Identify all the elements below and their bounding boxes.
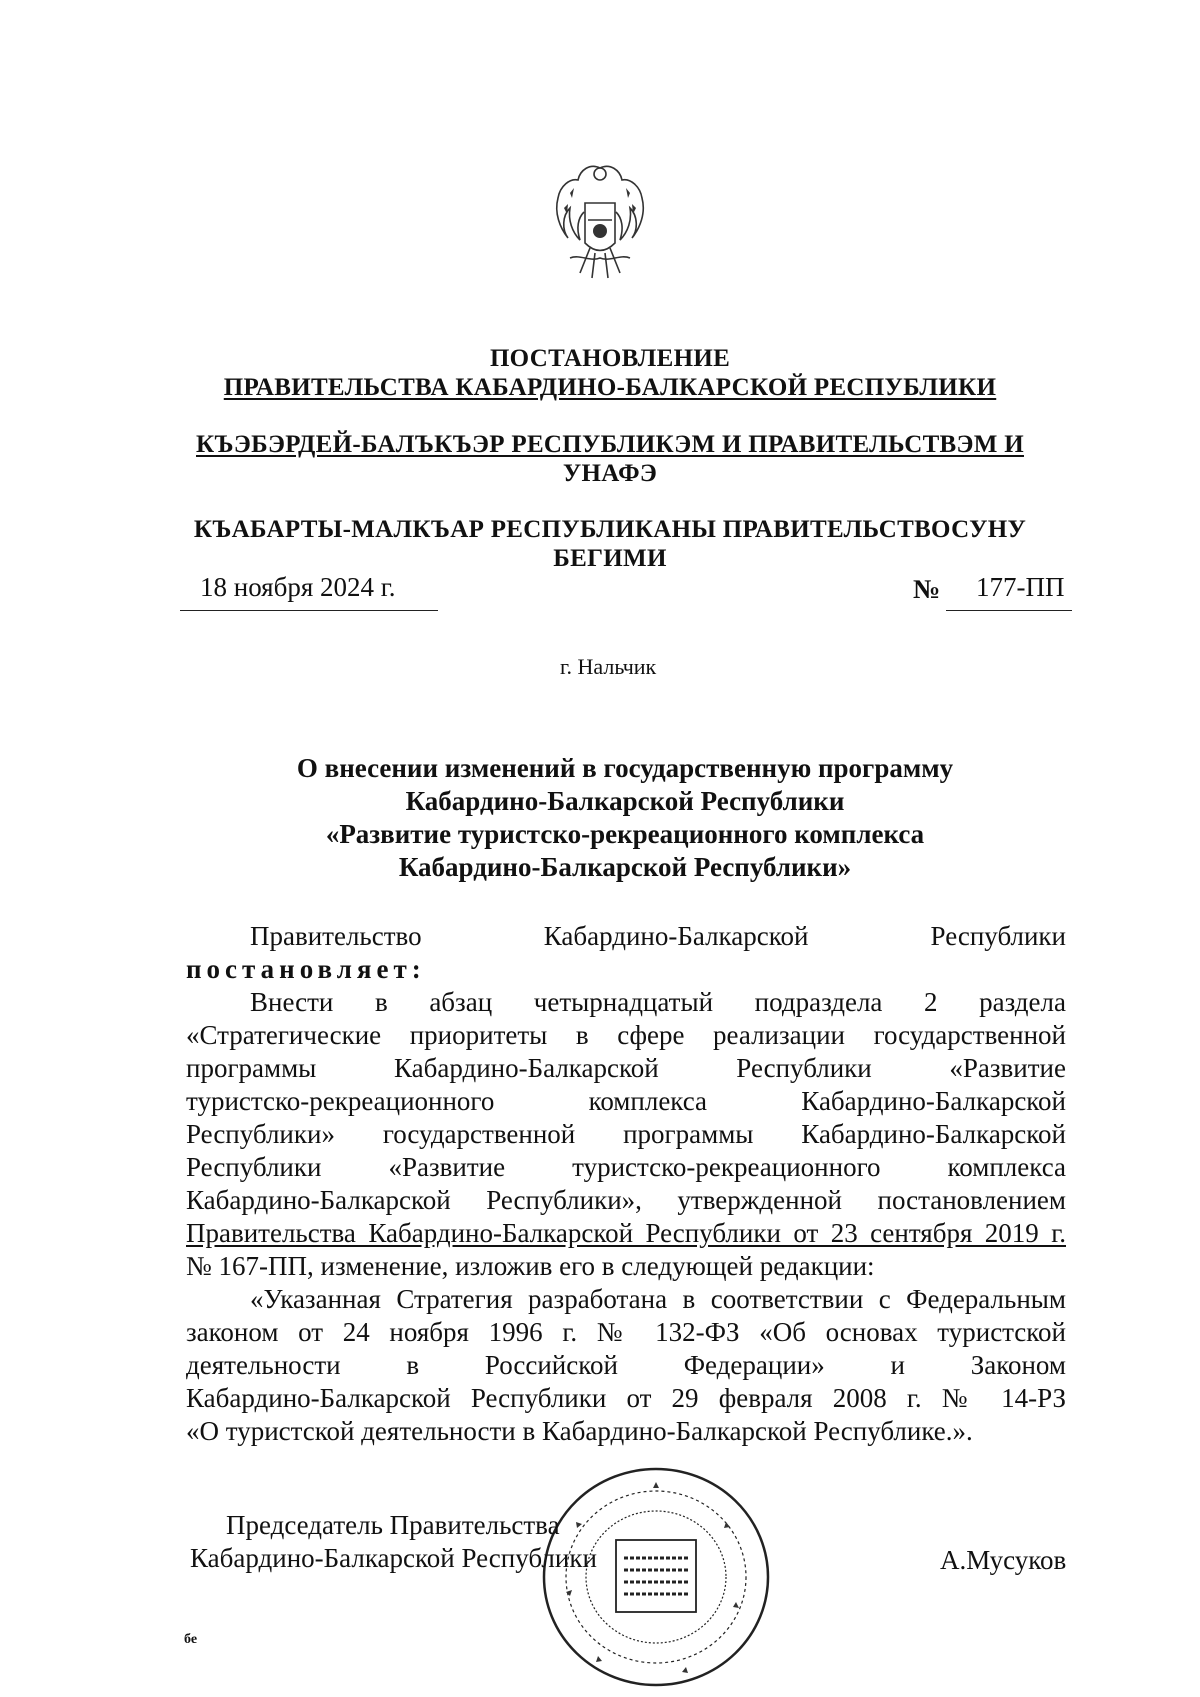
body-line: «Стратегические приоритеты в сфере реализации государственной — [186, 1020, 1066, 1050]
signatory-role-line1: Председатель Правительства — [226, 1510, 560, 1540]
body-line-resolves: постановляет: — [186, 954, 426, 984]
body-line: туристско-рекреационного комплекса Кабардино-Балкарской — [186, 1086, 1066, 1116]
issuer-heading-balkar-line1: КЪАБАРТЫ-МАЛКЪАР РЕСПУБЛИКАНЫ ПРАВИТЕЛЬСТВОСУНУ — [193, 516, 1027, 543]
document-title-line2: Кабардино-Балкарской Республики — [405, 786, 845, 816]
body-line: Республики» государственной программы Кабардино-Балкарской — [186, 1119, 1066, 1149]
body-line: Кабардино-Балкарской Республики», утвержденной постановлением — [186, 1185, 1066, 1215]
body-line: № 167-ПП, изменение, изложив его в следующей редакции: — [186, 1251, 875, 1281]
issuer-heading-kabardian-line1: КЪЭБЭРДЕЙ-БАЛЪКЪЭР РЕСПУБЛИКЭМ И ПРАВИТЕЛЬСТВЭМ И — [196, 431, 1024, 458]
body-line: деятельности в Российской Федерации» и Законом — [186, 1350, 1066, 1380]
issuer-heading-kabardian-line2: УНАФЭ — [562, 460, 658, 487]
body-line: Внести в абзац четырнадцатый подраздела 2 раздела — [250, 987, 1066, 1017]
body-line: «О туристской деятельности в Кабардино-Балкарской Республике.». — [186, 1416, 973, 1446]
document-number: 177-ПП — [976, 572, 1065, 602]
body-line: законом от 24 ноября 1996 г. № 132-ФЗ «Об основах туристской — [186, 1317, 1066, 1347]
coat-of-arms-emblem — [550, 158, 650, 283]
body-line: Кабардино-Балкарской Республики от 29 февраля 2008 г. № 14-РЗ — [186, 1383, 1066, 1413]
document-title-line4: Кабардино-Балкарской Республики» — [398, 852, 852, 882]
footer-initials-mark: бе — [184, 1632, 198, 1647]
body-line: программы Кабардино-Балкарской Республики «Развитие — [186, 1053, 1066, 1083]
body-line: Республики «Развитие туристско-рекреационного комплекса — [186, 1152, 1066, 1182]
date-underline — [180, 610, 438, 611]
number-underline — [946, 610, 1072, 611]
body-line: Правительство Кабардино-Балкарской Республики — [250, 921, 1066, 951]
issuer-heading-russian: ПРАВИТЕЛЬСТВА КАБАРДИНО-БАЛКАРСКОЙ РЕСПУБЛИКИ — [223, 374, 997, 401]
document-date: 18 ноября 2024 г. — [200, 572, 396, 602]
document-type-heading: ПОСТАНОВЛЕНИЕ — [489, 345, 731, 372]
body-line-reference: Правительства Кабардино-Балкарской Республики от 23 сентября 2019 г. — [186, 1218, 1066, 1248]
document-city: г. Нальчик — [560, 654, 657, 679]
document-title-line1: О внесении изменений в государственную программу — [296, 753, 954, 783]
body-line: «Указанная Стратегия разработана в соответствии с Федеральным — [250, 1284, 1066, 1314]
number-label: № — [913, 574, 941, 604]
official-stamp-seal — [536, 1462, 776, 1692]
signatory-role-line2: Кабардино-Балкарской Республики — [190, 1543, 597, 1573]
signatory-name: А.Мусуков — [940, 1545, 1067, 1575]
document-title-line3: «Развитие туристско-рекреационного комплекса — [325, 819, 925, 849]
issuer-heading-balkar-line2: БЕГИМИ — [553, 545, 667, 572]
